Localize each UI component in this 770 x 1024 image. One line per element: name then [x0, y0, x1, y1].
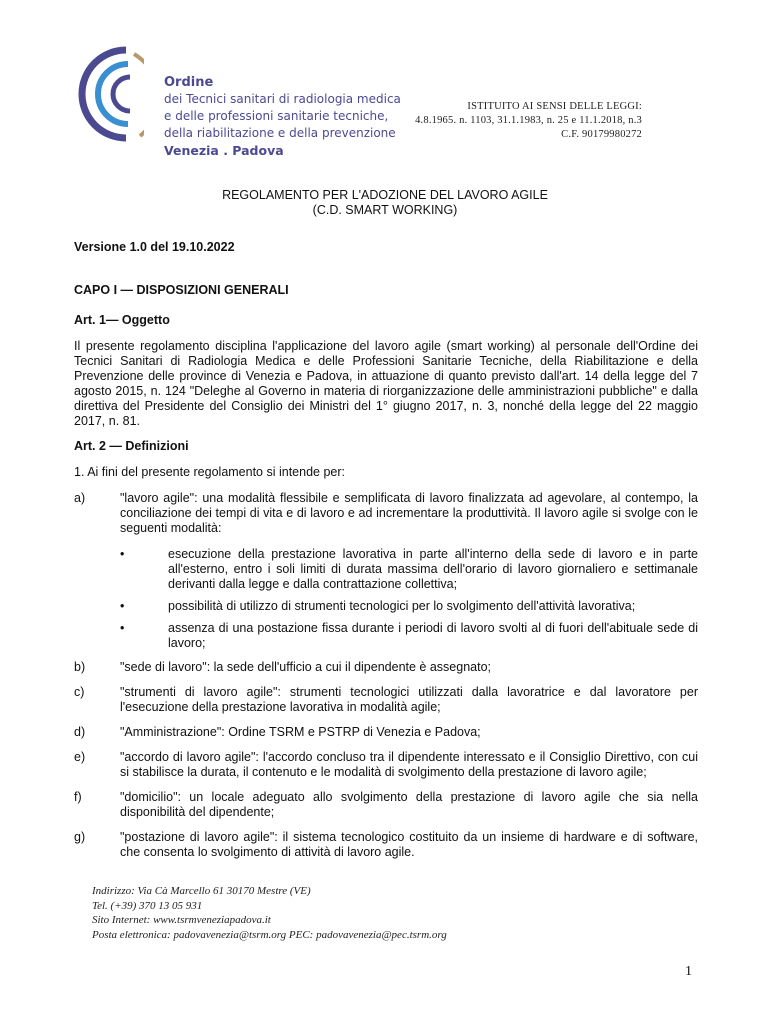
document-body: [74, 240, 698, 860]
item-text: "accordo di lavoro agile": l'accordo concluso tra il dipendente interessato e il Consiglio Direttivo, con cui si stabilisce la durata, il contenuto e le modalità di svolgimento della prestazione di lavoro agile;: [120, 750, 698, 779]
bullet-icon: •: [120, 621, 125, 635]
article-1-text: Il presente regolamento disciplina l'applicazione del lavoro agile (smart working) al personale dell'Ordine dei Tecnici Sanitari di Radiologia Medica e delle Professioni Sanitarie Tecniche, della Riabilitazione e della Prevenzione delle province di Venezia e Padova, in attuazione di quanto previsto dall'art. 14 della legge del 7 agosto 2015, n. 124 "Deleghe al Governo in materia di riorganizzazione delle amministrazioni pubbliche" e dalla direttiva del Presidente del Consiglio dei Ministri del 1° giugno 2017, n. 3, nonché della legge del 22 maggio 2017, n. 81.: [74, 339, 698, 428]
modalities-list: [74, 547, 698, 651]
item-text: "postazione di lavoro agile": il sistema tecnologico costituito da un insieme di hardware e di software, che consenta lo svolgimento di attività di lavoro agile.: [120, 830, 698, 859]
footer-phone: Tel. (+39) 370 13 05 931: [92, 899, 203, 912]
institute-line: 4.8.1965. n. 1103, 31.1.1983, n. 25 e 11.1.2018, n.3: [415, 115, 642, 126]
org-city: Venezia . Padova: [164, 143, 284, 158]
footer-address: Indirizzo: Via Cà Marcello 61 30170 Mestre (VE): [92, 885, 311, 897]
item-label: g): [74, 830, 86, 844]
definition-item: [74, 660, 698, 675]
definition-item: [74, 750, 698, 780]
institute-line: ISTITUITO AI SENSI DELLE LEGGI:: [467, 101, 642, 112]
org-line: dei Tecnici sanitari di radiologia medica: [164, 92, 401, 106]
item-label: f): [74, 790, 82, 804]
definition-item: [74, 725, 698, 740]
article-1-heading: Art. 1— Oggetto: [74, 313, 170, 327]
item-text: "sede di lavoro": la sede dell'ufficio a cui il dipendente è assegnato;: [120, 660, 491, 674]
bullet-icon: •: [120, 599, 125, 613]
title-line: REGOLAMENTO PER L'ADOZIONE DEL LAVORO AGILE: [222, 188, 548, 202]
ordine-logo-icon: [74, 46, 144, 142]
organization-name: [164, 74, 401, 159]
item-label: b): [74, 660, 86, 674]
definition-item: [74, 685, 698, 715]
footer-website: Sito Internet: www.tsrmveneziapadova.it: [92, 914, 271, 926]
org-line: della riabilitazione e della prevenzione: [164, 126, 396, 140]
version: Versione 1.0 del 19.10.2022: [74, 240, 235, 254]
article-2-heading: Art. 2 — Definizioni: [74, 439, 189, 453]
definition-item: [74, 491, 698, 536]
item-text: "domicilio": un locale adeguato allo svolgimento della prestazione di lavoro agile che sia nella disponibilità del dipendente;: [120, 790, 698, 819]
chapter-heading: CAPO I — DISPOSIZIONI GENERALI: [74, 283, 289, 297]
item-text: "lavoro agile": una modalità flessibile e semplificata di lavoro finalizzata ad agevolare, al contempo, la conciliazione dei tempi di vita e di lavoro e ad incrementare la produttività. Il lavoro agile si svolge con le seguenti modalità:: [120, 491, 698, 535]
article-2-intro: 1. Ai fini del presente regolamento si intende per:: [74, 465, 346, 479]
item-text: "Amministrazione": Ordine TSRM e PSTRP di Venezia e Padova;: [120, 725, 481, 739]
footer-contacts: [92, 884, 447, 942]
page-number: 1: [685, 964, 692, 979]
institute-info: [415, 100, 642, 142]
org-line: Ordine: [164, 75, 214, 90]
org-line: e delle professioni sanitarie tecniche,: [164, 109, 389, 123]
definition-item: [74, 830, 698, 860]
item-label: d): [74, 725, 86, 739]
institute-line: C.F. 90179980272: [561, 129, 642, 140]
list-item: • esecuzione della prestazione lavorativa in parte all'interno della sede di lavoro e in parte all'esterno, entro i soli limiti di durata massima dell'orario di lavoro giornaliero e settimanale derivanti dalla legge e dalla contrattazione collettiva;: [120, 547, 698, 591]
title-subline: (C.D. SMART WORKING): [312, 203, 458, 217]
item-label: c): [74, 685, 85, 699]
item-text: "strumenti di lavoro agile": strumenti tecnologici utilizzati dalla lavoratrice e dal lavoratore per l'esecuzione della prestazione lavorativa in modalità agile;: [120, 685, 698, 714]
list-item: • possibilità di utilizzo di strumenti tecnologici per lo svolgimento dell'attività lavorativa;: [120, 599, 636, 613]
document-title: [0, 188, 770, 218]
bullet-icon: •: [120, 547, 125, 561]
item-label: a): [74, 491, 86, 505]
definition-item: [74, 790, 698, 820]
list-item: • assenza di una postazione fissa durante i periodi di lavoro svolti al di fuori dell'abituale sede di lavoro;: [120, 621, 698, 650]
footer-email: Posta elettronica: padovavenezia@tsrm.org PEC: padovavenezia@pec.tsrm.org: [92, 928, 447, 941]
item-label: e): [74, 750, 86, 764]
